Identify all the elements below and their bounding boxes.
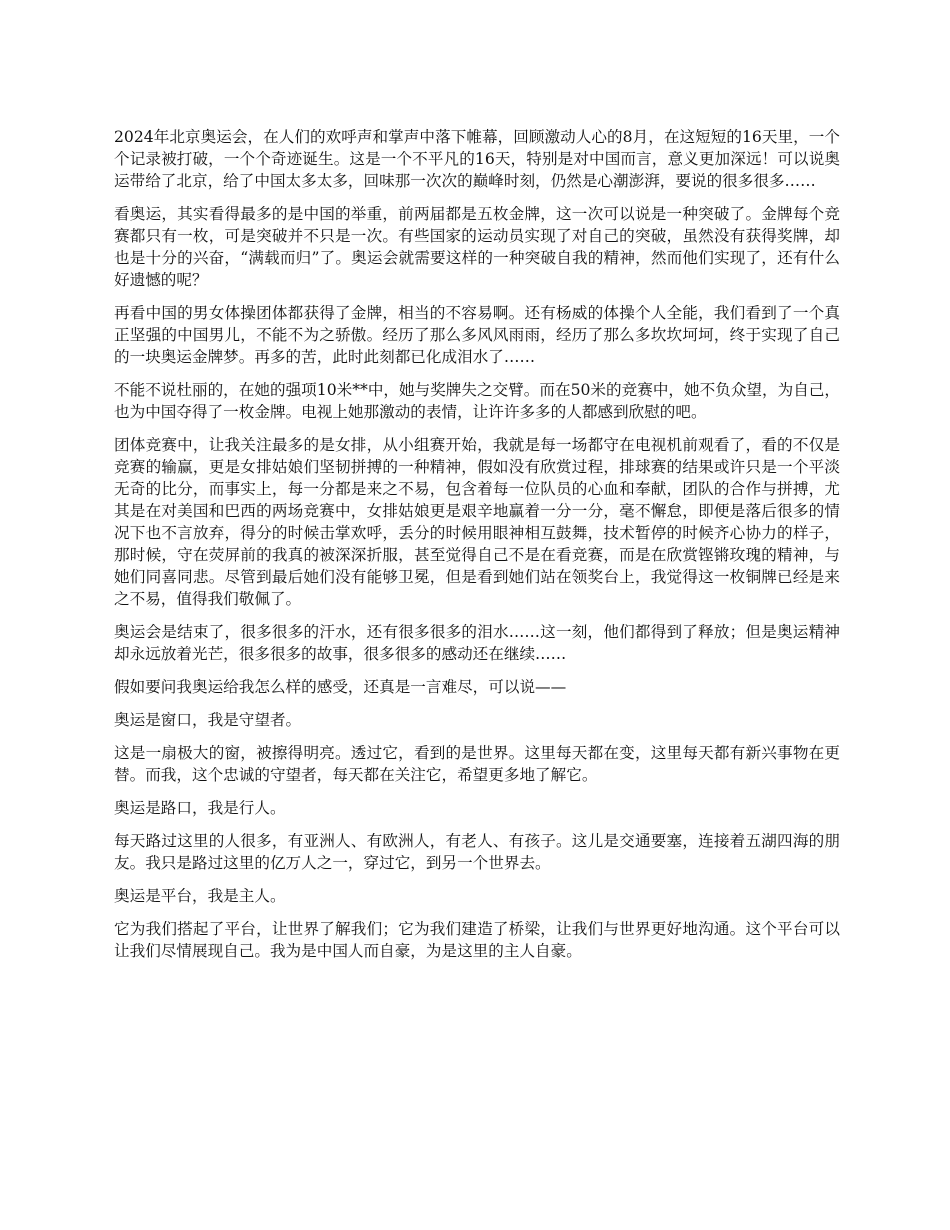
paragraph-1: 2024年北京奥运会，在人们的欢呼声和掌声中落下帷幕，回顾激动人心的8月，在这短短的16天里，一个个记录被打破，一个个奇迹诞生。这是一个不平凡的16天，特别是对中国而言，意义更加深远！可以说奥运带给了北京，给了中国太多太多，回味那一次次的巅峰时刻，仍然是心潮澎湃，要说的很多很多…… — [114, 128, 840, 190]
paragraph-4: 不能不说杜丽的，在她的强项10米**中，她与奖牌失之交臂。而在50米的竞赛中，她不负众望，为自己，也为中国夺得了一枚金牌。电视上她那激动的表情，让许许多多的人都感到欣慰的吧。 — [114, 381, 840, 421]
paragraph-8: 奥运是窗口，我是守望者。 — [114, 711, 302, 729]
document-body — [114, 126, 840, 973]
paragraph-6: 奥运会是结束了，很多很多的汗水，还有很多很多的泪水……这一刻，他们都得到了释放；但是奥运精神却永远放着光芒，很多很多的故事，很多很多的感动还在继续…… — [114, 623, 840, 663]
paragraph-11: 每天路过这里的人很多，有亚洲人、有欧洲人，有老人、有孩子。这儿是交通要塞，连接着五湖四海的朋友。我只是路过这里的亿万人之一，穿过它，到另一个世界去。 — [114, 832, 840, 872]
paragraph-9: 这是一扇极大的窗，被擦得明亮。透过它，看到的是世界。这里每天都在变，这里每天都有新兴事物在更替。而我，这个忠诚的守望者，每天都在关注它，希望更多地了解它。 — [114, 744, 840, 784]
paragraph-7: 假如要问我奥运给我怎么样的感受，还真是一言难尽，可以说—— — [114, 678, 567, 696]
paragraph-13: 它为我们搭起了平台，让世界了解我们；它为我们建造了桥梁，让我们与世界更好地沟通。这个平台可以让我们尽情展现自己。我为是中国人而自豪，为是这里的主人自豪。 — [114, 920, 840, 960]
paragraph-12: 奥运是平台，我是主人。 — [114, 887, 286, 905]
paragraph-10: 奥运是路口，我是行人。 — [114, 799, 286, 817]
paragraph-5: 团体竞赛中，让我关注最多的是女排，从小组赛开始，我就是每一场都守在电视机前观看了，看的不仅是竞赛的输赢，更是女排姑娘们坚韧拼搏的一种精神，假如没有欣赏过程，排球赛的结果或许只是一个平淡无奇的比分，而事实上，每一分都是来之不易，包含着每一位队员的心血和奉献，团队的合作与拼搏，尤其是在对美国和巴西的两场竞赛中，女排姑娘更是艰辛地赢着一分一分，毫不懈怠，即便是落后很多的情况下也不言放弃，得分的时候击掌欢呼，丢分的时候用眼神相互鼓舞，技术暂停的时候齐心协力的样子，那时候，守在荧屏前的我真的被深深折服，甚至觉得自己不是在看竞赛，而是在欣赏铿锵玫瑰的精神，与她们同喜同悲。尽管到最后她们没有能够卫冕，但是看到她们站在领奖台上，我觉得这一枚铜牌已经是来之不易，值得我们敬佩了。 — [114, 436, 840, 608]
paragraph-3: 再看中国的男女体操团体都获得了金牌，相当的不容易啊。还有杨威的体操个人全能，我们看到了一个真正坚强的中国男儿，不能不为之骄傲。经历了那么多风风雨雨，经历了那么多坎坎坷坷，终于实现了自己的一块奥运金牌梦。再多的苦，此时此刻都已化成泪水了…… — [114, 304, 840, 366]
paragraph-2: 看奥运，其实看得最多的是中国的举重，前两届都是五枚金牌，这一次可以说是一种突破了。金牌每个竞赛都只有一枚，可是突破并不只是一次。有些国家的运动员实现了对自己的突破，虽然没有获得奖牌，却也是十分的兴奋，“满载而归”了。奥运会就需要这样的一种突破自我的精神，然而他们实现了，还有什么好遗憾的呢？ — [114, 205, 840, 289]
